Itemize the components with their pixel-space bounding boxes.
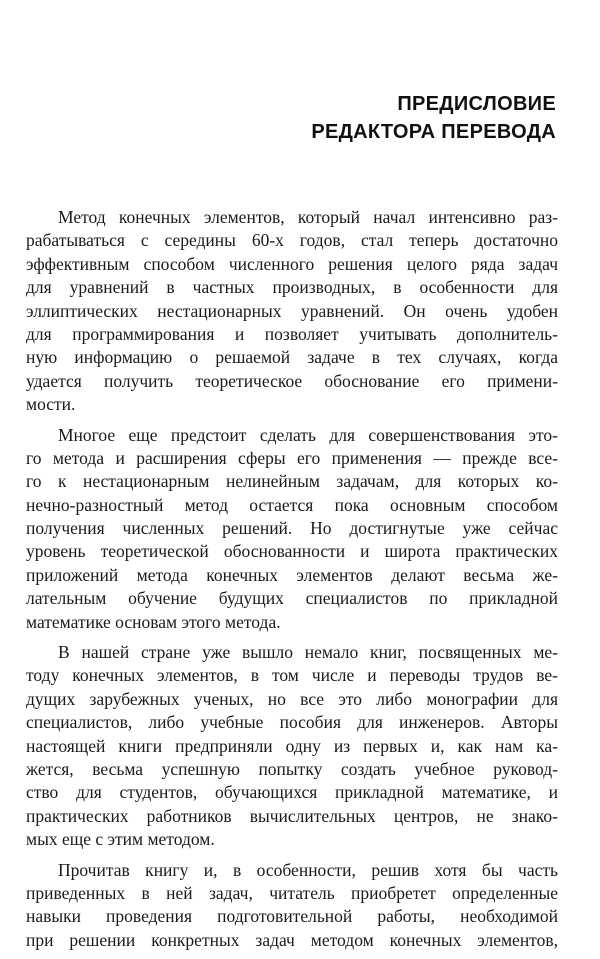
text-line: рабатываться с середины 60-х годов, стал теперь достаточно <box>26 230 558 251</box>
paragraph-3 <box>26 641 558 852</box>
text-line: Метод конечных элементов, который начал интенсивно раз- <box>58 207 558 227</box>
text-line: эффективным способом численного решения целого ряда задач <box>26 253 558 274</box>
paragraph-1 <box>26 206 558 417</box>
heading-line-2: РЕДАКТОРА ПЕРЕВОДА <box>311 121 556 143</box>
text-line: математике основам этого метода. <box>26 611 281 632</box>
text-line: тоду конечных элементов, в том числе и переводы трудов ве- <box>26 665 558 686</box>
text-line: специалистов, либо учебные пособия для инженеров. Авторы <box>26 712 558 733</box>
text-line: для уравнений в частных производных, в особенности для <box>26 277 558 298</box>
text-line: ство для студентов, обучающихся прикладной математике, и <box>26 782 558 803</box>
chapter-heading <box>311 90 556 146</box>
heading-line-1: ПРЕДИСЛОВИЕ <box>397 93 556 115</box>
text-line: Многое еще предстоит сделать для совершенствования это- <box>58 424 558 445</box>
text-line: лательным обучение будущих специалистов по прикладной <box>26 588 558 609</box>
paragraph-2 <box>26 424 558 635</box>
body-text <box>26 206 558 959</box>
text-line: при решении конкретных задач методом конечных элементов, <box>26 929 558 950</box>
text-line: удается получить теоретическое обоснование его примени- <box>26 370 558 391</box>
text-line: ную информацию о решаемой задаче в тех случаях, когда <box>26 347 558 368</box>
text-line: эллиптических нестационарных уравнений. Он очень удобен <box>26 300 558 321</box>
text-line: го метода и расширения сферы его применения — прежде все- <box>26 447 558 468</box>
text-line: приложений метода конечных элементов делают весьма же- <box>26 564 558 585</box>
text-line: В нашей стране уже вышло немало книг, посвященных ме- <box>58 642 558 663</box>
text-line: приведенных в ней задач, читатель приобретет определенные <box>26 882 558 903</box>
text-line: навыки проведения подготовительной работы, необходимой <box>26 906 558 927</box>
text-line: уровень теоретической обоснованности и широта практических <box>26 541 558 562</box>
text-line: Прочитав книгу и, в особенности, решив хотя бы часть <box>58 859 558 880</box>
text-line: жется, весьма успешную попытку создать учебное руковод- <box>26 758 558 779</box>
text-line: для программирования и позволяет учитывать дополнитель- <box>26 323 558 344</box>
text-line: практических работников вычислительных центров, не знако- <box>26 805 558 826</box>
text-line: получения численных решений. Но достигнутые уже сейчас <box>26 518 558 539</box>
paragraph-4 <box>26 859 558 953</box>
text-line: го к нестационарным нелинейным задачам, для которых ко- <box>26 471 558 492</box>
text-line: дущих зарубежных ученых, но все это либо монографии для <box>26 688 558 709</box>
text-line: мости. <box>26 394 76 415</box>
text-line: настоящей книги предприняли одну из первых и, как нам ка- <box>26 735 558 756</box>
text-line: мых еще с этим методом. <box>26 829 215 850</box>
text-line: нечно-разностный метод остается пока основным способом <box>26 494 558 515</box>
